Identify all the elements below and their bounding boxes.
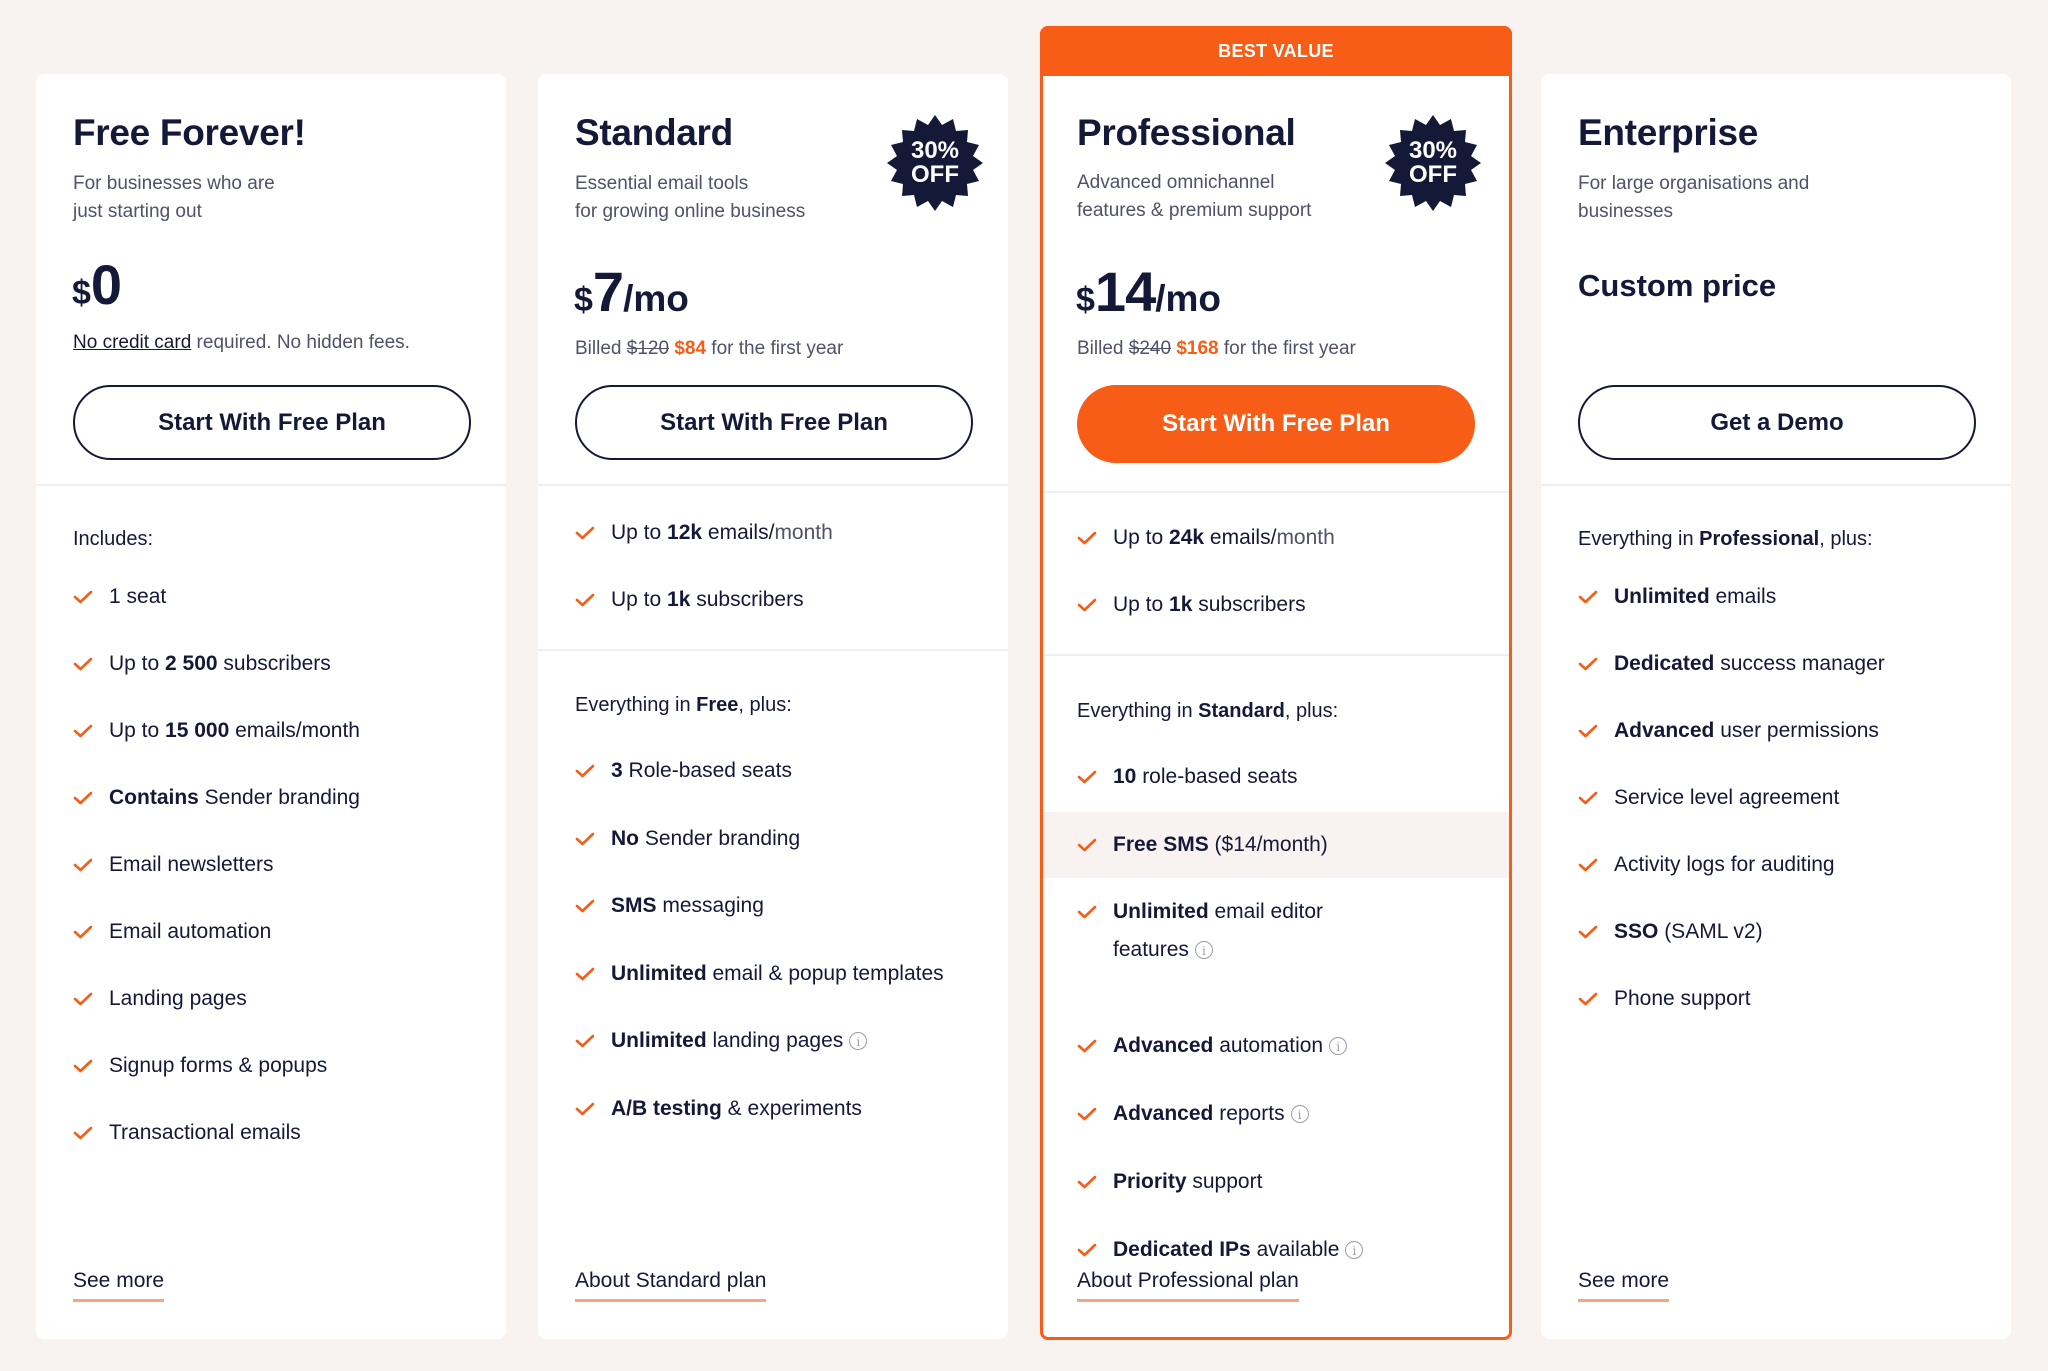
includes-title: Everything in Free, plus: [575, 694, 792, 716]
price-amount: 14 [1094, 260, 1156, 323]
feature-item: Unlimited email editor features i [1077, 893, 1473, 969]
plan-price [574, 259, 689, 324]
info-icon[interactable]: i [1345, 1241, 1363, 1259]
check-icon [1578, 779, 1598, 817]
feature-item: Advanced automation i [1077, 1027, 1473, 1065]
check-icon [1578, 913, 1598, 951]
plan-description-line: businesses [1578, 201, 1674, 222]
check-icon [73, 1114, 93, 1152]
check-icon [575, 514, 595, 552]
feature-item: Unlimited emails [1578, 578, 1974, 616]
check-icon [1077, 1095, 1097, 1133]
info-icon[interactable]: i [1291, 1105, 1309, 1123]
old-price: $240 [1128, 338, 1172, 359]
best-value-ribbon: BEST VALUE [1040, 26, 1512, 76]
about-standard-plan-link[interactable]: About Standard plan [575, 1269, 766, 1302]
info-icon[interactable]: i [1195, 941, 1213, 959]
start-free-plan-button[interactable]: Start With Free Plan [575, 385, 973, 460]
feature-item: Dedicated IPs available i [1077, 1231, 1473, 1269]
billing-note: Billed $120 $84 for the first year [575, 338, 844, 359]
check-icon [73, 980, 93, 1018]
badge-off: OFF [911, 161, 959, 188]
plan-description [1578, 170, 1898, 226]
price-period: /mo [1155, 278, 1221, 319]
plan-description-line: features & premium support [1077, 200, 1312, 221]
divider [538, 649, 1008, 651]
plan-description [73, 170, 393, 226]
plan-description-line: For large organisations and [1578, 173, 1810, 194]
billing-note: Billed $240 $168 for the first year [1077, 338, 1356, 359]
feature-item: Up to 2 500 subscribers [73, 645, 469, 683]
check-icon [73, 1047, 93, 1085]
plan-price [1076, 259, 1221, 324]
feature-item: A/B testing & experiments [575, 1090, 971, 1128]
price-note [73, 332, 410, 354]
plan-description [575, 170, 895, 226]
price-currency: $ [574, 281, 593, 319]
info-icon[interactable]: i [849, 1032, 867, 1050]
divider [1541, 484, 2011, 486]
feature-item: Activity logs for auditing [1578, 846, 1974, 884]
discount-price: $168 [1176, 338, 1219, 359]
check-icon [1077, 1231, 1097, 1269]
feature-item: Email automation [73, 913, 469, 951]
divider [1043, 654, 1509, 656]
limit-item: Up to 1k subscribers [575, 581, 971, 619]
check-icon [1077, 758, 1097, 796]
feature-item: Phone support [1578, 980, 1974, 1018]
check-icon [1077, 1163, 1097, 1201]
check-icon [73, 578, 93, 616]
feature-item: Unlimited landing pages i [575, 1022, 971, 1060]
info-icon[interactable]: i [1329, 1037, 1347, 1055]
plan-description [1077, 169, 1397, 225]
divider [1043, 491, 1509, 493]
check-icon [73, 712, 93, 750]
check-icon [1578, 578, 1598, 616]
limit-item: Up to 24k emails/month [1077, 519, 1473, 557]
feature-item: 10 role-based seats [1077, 758, 1473, 796]
plan-description-line: for growing online business [575, 201, 806, 222]
feature-item: Landing pages [73, 980, 469, 1018]
feature-item: Advanced reports i [1077, 1095, 1473, 1133]
check-icon [73, 846, 93, 884]
plan-description-line: Essential email tools [575, 173, 749, 194]
includes-title: Includes: [73, 528, 154, 550]
no-credit-card-link[interactable]: No credit card [73, 332, 192, 353]
feature-item: Contains Sender branding [73, 779, 469, 817]
check-icon [1077, 893, 1097, 931]
plan-price [72, 252, 121, 317]
about-professional-plan-link[interactable]: About Professional plan [1077, 1269, 1299, 1302]
feature-item: Up to 15 000 emails/month [73, 712, 469, 750]
feature-item: No Sender branding [575, 820, 971, 858]
check-icon [1077, 586, 1097, 624]
start-free-plan-button[interactable]: Start With Free Plan [73, 385, 471, 460]
plan-card-standard [538, 74, 1008, 1339]
feature-item: Transactional emails [73, 1114, 469, 1152]
plan-name: Free Forever! [73, 112, 306, 153]
feature-item: SSO (SAML v2) [1578, 913, 1974, 951]
plan-name: Professional [1077, 112, 1296, 153]
price-period: /mo [623, 278, 689, 319]
price-currency: $ [1076, 281, 1095, 319]
get-a-demo-button[interactable]: Get a Demo [1578, 385, 1976, 460]
divider [36, 484, 506, 486]
badge-off: OFF [1409, 161, 1457, 188]
see-more-link[interactable]: See more [73, 1269, 164, 1302]
discount-badge [1383, 113, 1483, 213]
check-icon [1578, 846, 1598, 884]
price-amount: 0 [90, 253, 122, 316]
plan-description-line: For businesses who are [73, 173, 275, 194]
discount-price: $84 [674, 338, 707, 359]
feature-item: SMS messaging [575, 887, 971, 925]
check-icon [1578, 645, 1598, 683]
discount-badge [885, 113, 985, 213]
feature-item: Dedicated success manager [1578, 645, 1974, 683]
divider [538, 484, 1008, 486]
feature-item: Service level agreement [1578, 779, 1974, 817]
plan-card-free [36, 74, 506, 1339]
check-icon [73, 779, 93, 817]
price-note-text: required. No hidden fees. [191, 332, 410, 353]
check-icon [73, 913, 93, 951]
plan-name: Enterprise [1578, 112, 1759, 153]
plan-card-professional [1040, 26, 1512, 1340]
check-icon [1578, 712, 1598, 750]
badge-percent: 30% [910, 137, 960, 164]
plan-name: Standard [575, 112, 733, 153]
feature-item: Signup forms & popups [73, 1047, 469, 1085]
plan-description-line: Advanced omnichannel [1077, 172, 1275, 193]
check-icon [575, 581, 595, 619]
plan-card-enterprise [1541, 74, 2011, 1339]
feature-item: 1 seat [73, 578, 469, 616]
see-more-link[interactable]: See more [1578, 1269, 1669, 1302]
badge-percent: 30% [1408, 137, 1458, 164]
check-icon [1077, 519, 1097, 557]
check-icon [1578, 980, 1598, 1018]
price-currency: $ [72, 274, 91, 312]
limit-item: Up to 12k emails/month [575, 514, 971, 552]
start-free-plan-button[interactable]: Start With Free Plan [1077, 385, 1475, 463]
feature-item: 3 Role-based seats [575, 752, 971, 790]
check-icon [1077, 1027, 1097, 1065]
price-amount: 7 [592, 260, 624, 323]
feature-item: Email newsletters [73, 846, 469, 884]
includes-title: Everything in Professional, plus: [1578, 528, 1873, 550]
check-icon [73, 645, 93, 683]
includes-title: Everything in Standard, plus: [1077, 700, 1339, 722]
feature-item: Priority support [1077, 1163, 1473, 1201]
plan-description-line: just starting out [73, 201, 202, 222]
check-icon [1077, 826, 1097, 864]
limit-item: Up to 1k subscribers [1077, 586, 1473, 624]
old-price: $120 [626, 338, 670, 359]
custom-price: Custom price [1578, 268, 1777, 303]
feature-item: Free SMS ($14/month) [1077, 826, 1473, 864]
feature-item: Unlimited email & popup templates [575, 955, 1011, 993]
feature-item: Advanced user permissions [1578, 712, 1974, 750]
